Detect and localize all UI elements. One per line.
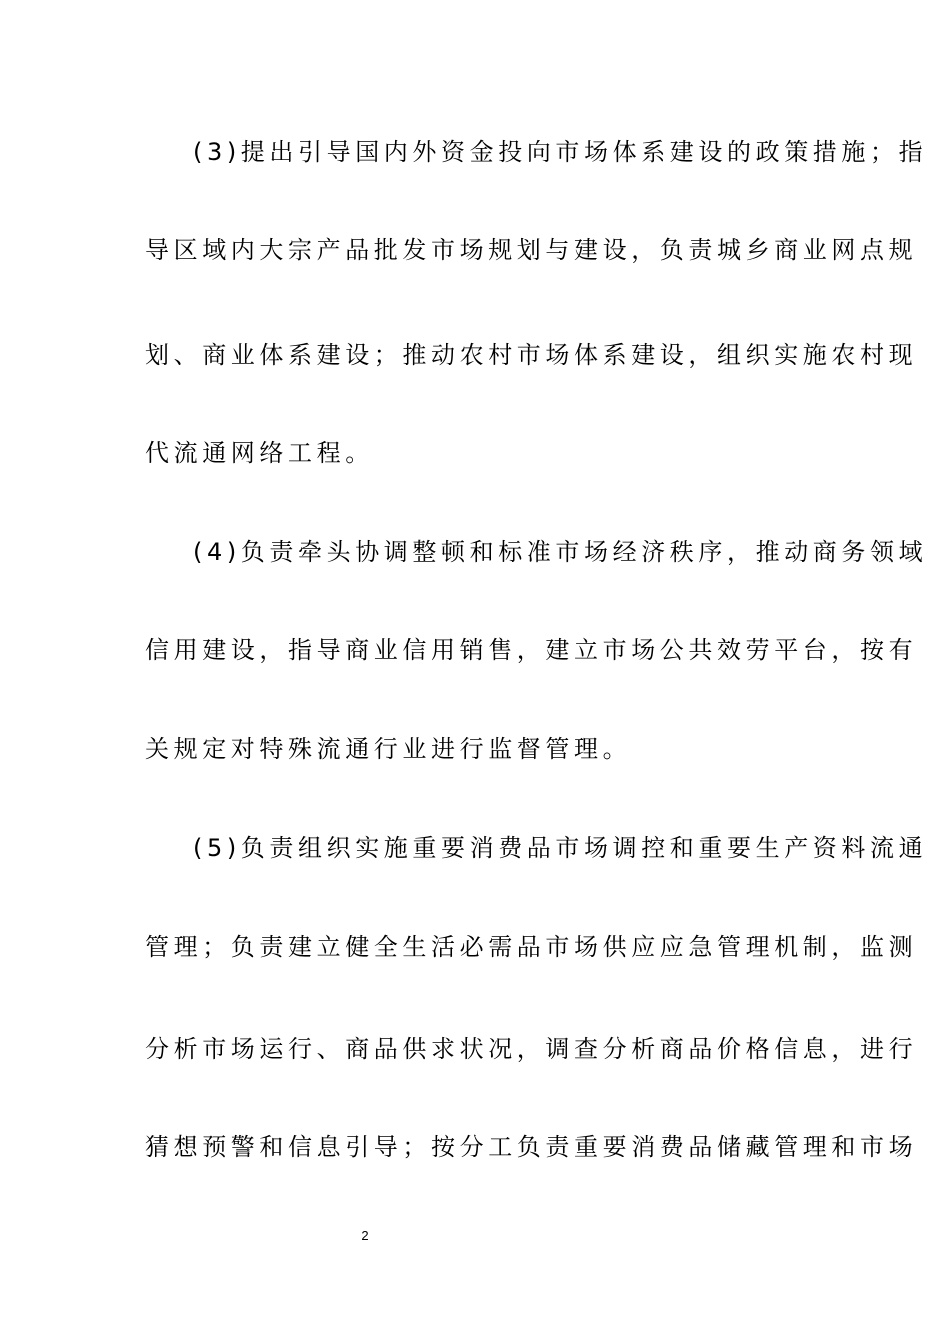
text-line: 管理；负责建立健全生活必需品市场供应应急管理机制，监测 <box>145 933 918 961</box>
text-line: 导区域内大宗产品批发市场规划与建设，负责城乡商业网点规 <box>145 236 918 264</box>
text-line: (5)负责组织实施重要消费品市场调控和重要生产资料流通 <box>193 834 928 862</box>
text-line: 猜想预警和信息引导；按分工负责重要消费品储藏管理和市场 <box>145 1133 918 1161</box>
text-line: 划、商业体系建设；推动农村市场体系建设，组织实施农村现 <box>145 341 918 369</box>
text-line: (4)负责牵头协调整顿和标准市场经济秩序，推动商务领域 <box>193 538 928 566</box>
text-line: 信用建设，指导商业信用销售，建立市场公共效劳平台，按有 <box>145 636 918 664</box>
text-line: 分析市场运行、商品供求状况，调查分析商品价格信息，进行 <box>145 1035 918 1063</box>
text-line: (3)提出引导国内外资金投向市场体系建设的政策措施；指 <box>193 138 928 166</box>
page-number: 2 <box>361 1228 369 1243</box>
text-line: 关规定对特殊流通行业进行监督管理。 <box>145 735 632 763</box>
text-line: 代流通网络工程。 <box>145 439 374 467</box>
